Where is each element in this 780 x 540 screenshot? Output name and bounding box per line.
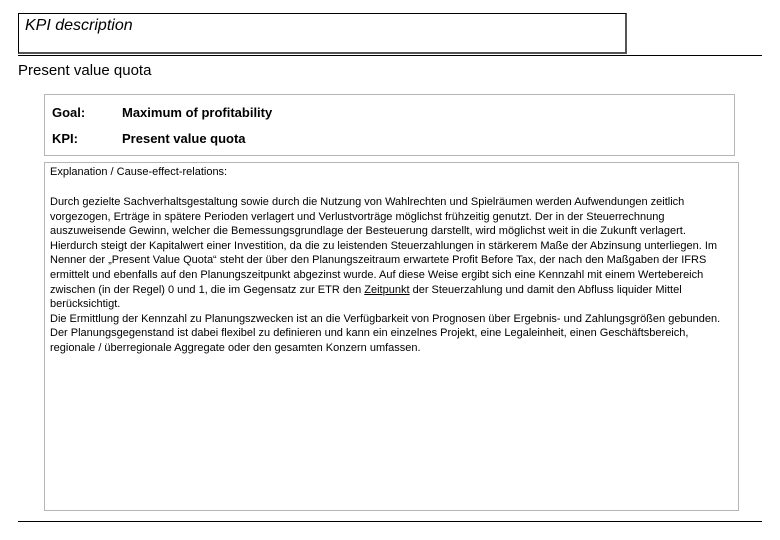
footer-divider — [18, 521, 762, 522]
paragraph-1-text: Durch gezielte Sachverhaltsgestaltung sowie durch die Nutzung von Wahlrechten und Spielräumen werden Aufwendungen zeitlich vorgezogen, Erträge in spätere Perioden verlagert und Verlustvorträge möglichst frühzeitig genutzt. Der in der Steuerrechnung auszuweisende Gewinn, welcher die Bemessungsgrundlage der Besteuerung darstellt, wird möglichst weit in die Zukunft verlagert. Hierdurch steigt der Kapitalwert einer Investition, da die zu leistenden Steuerzahlungen in stärkerem Maße der Abzinsung unterliegen. Im Nenner der „Present Value Quota“ steht der über den Planungszeitraum erwartete Profit Before Tax, der nach den Maßgaben der IFRS ermittelt und ebenfalls auf den Planungszeitpunkt abgezinst wurde. Auf diese Weise ergibt sich eine Kennzahl mit einem Wertebereich zwischen (in der Regel) 0 und 1, die im Gegensatz zur ETR den — [50, 196, 718, 296]
explanation-box — [44, 162, 739, 511]
goal-label: Goal: — [52, 105, 86, 120]
kpi-label: KPI: — [52, 131, 78, 146]
goal-value: Maximum of profitability — [122, 105, 273, 120]
kpi-subtitle: Present value quota — [18, 62, 152, 79]
paragraph-1-tail: der Steuerzahlung und damit den Abfluss liquider Mittel berücksichtigt. — [50, 283, 682, 311]
explanation-paragraph-2: Die Ermittlung der Kennzahl zu Planungszwecken ist an die Verfügbarkeit von Prognosen über Ergebnis- und Zahlungsgrößen gebunden. Der Planungsgegenstand ist dabei flexibel zu definieren und kann ein einzelnes Projekt, eine Legaleinheit, einen Geschäftsbereich, regionale / überregionale Aggregate oder den gesamten Konzern umfassen. — [50, 312, 721, 354]
underlined-term: Zeitpunkt — [364, 283, 410, 296]
explanation-heading: Explanation / Cause-effect-relations: — [50, 166, 228, 178]
page-title: KPI description — [25, 17, 133, 34]
goal-kpi-box — [44, 94, 735, 156]
kpi-value: Present value quota — [122, 131, 246, 146]
explanation-body — [50, 195, 735, 356]
explanation-paragraph-1 — [50, 195, 735, 312]
header-divider — [18, 55, 762, 56]
title-box — [18, 13, 627, 54]
